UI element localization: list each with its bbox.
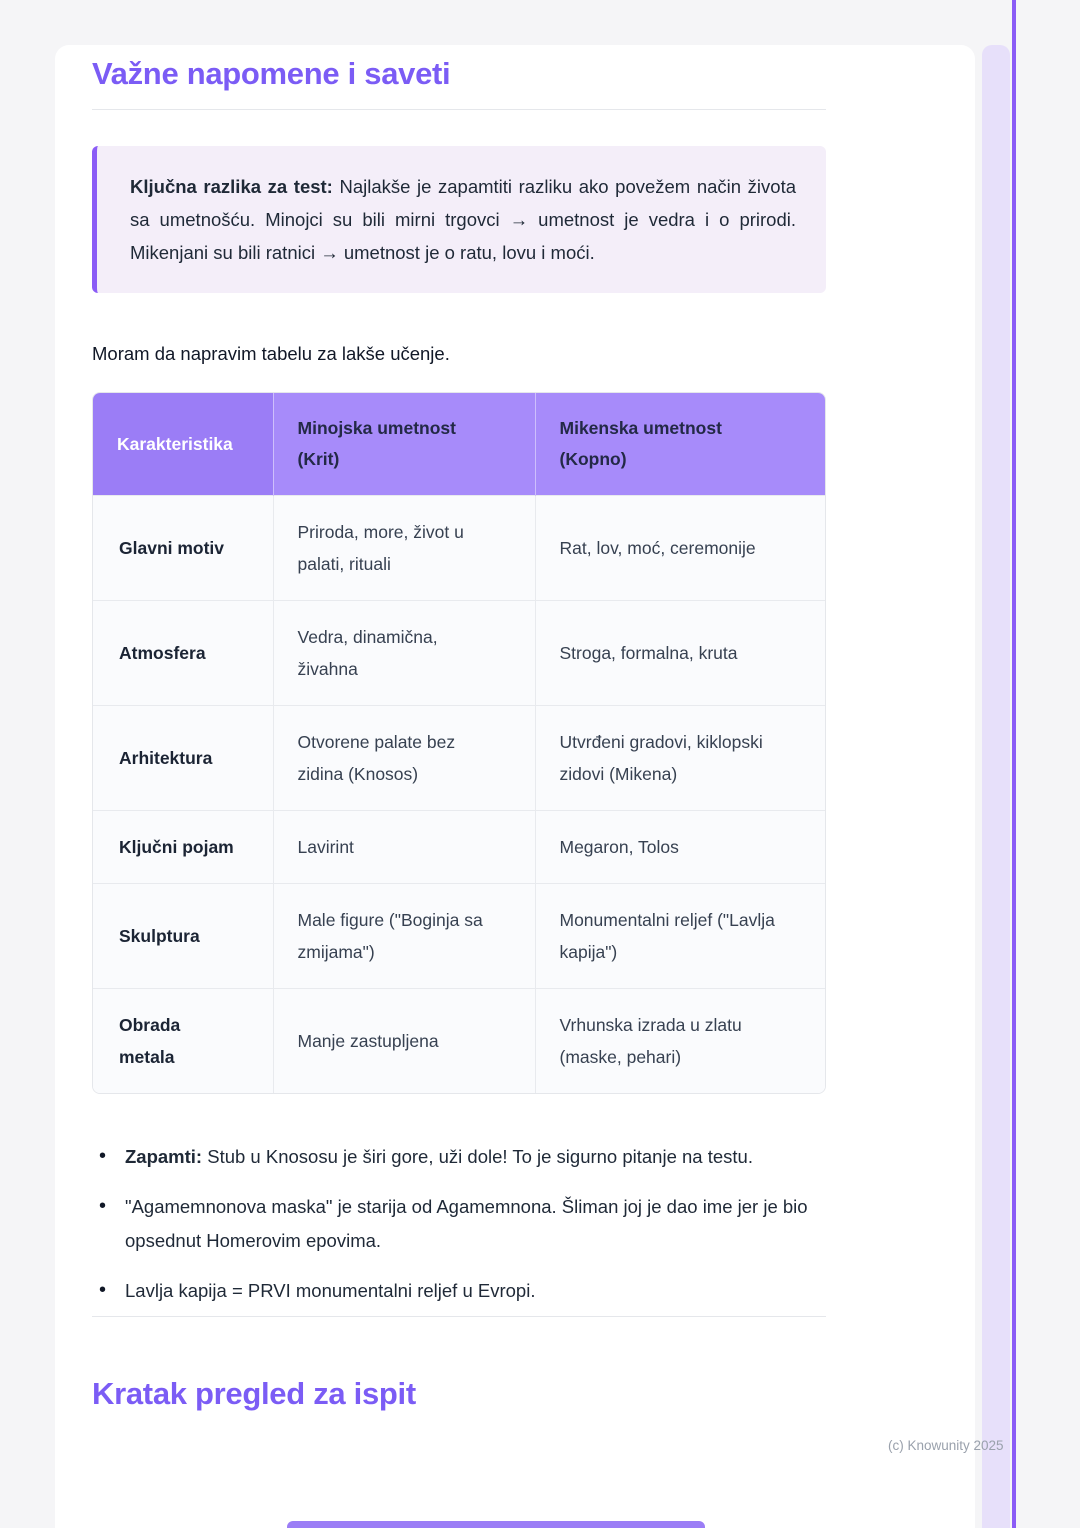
mikenska-cell: Stroga, formalna, kruta	[535, 601, 826, 706]
table-row	[93, 496, 826, 601]
table-row	[93, 989, 826, 1094]
table-row	[93, 884, 826, 989]
table-row	[93, 706, 826, 811]
section-divider	[92, 1316, 826, 1317]
row-label-cell: Ključni pojam	[93, 811, 273, 884]
bullet-dot-icon: •	[99, 1145, 107, 1167]
minojska-cell: Manje zastupljena	[273, 989, 535, 1094]
bullet-item	[92, 1190, 826, 1258]
title-divider	[92, 109, 826, 110]
bullet-lead: Zapamti:	[125, 1146, 203, 1167]
copyright-watermark: (c) Knowunity 2025	[888, 1438, 1004, 1453]
row-label-cell: Arhitektura	[93, 706, 273, 811]
table-header-mikenska: Mikenska umetnost (Kopno)	[535, 393, 826, 496]
row-label-cell: Glavni motiv	[93, 496, 273, 601]
minojska-cell: Male figure ("Boginja sa zmijama")	[273, 884, 535, 989]
table-row	[93, 811, 826, 884]
table-header-row	[93, 393, 826, 496]
table-header-karakteristika: Karakteristika	[93, 393, 273, 496]
section-title-notes: Važne napomene i saveti	[92, 56, 451, 91]
mikenska-cell: Utvrđeni gradovi, kiklopski zidovi (Mikena)	[535, 706, 826, 811]
mikenska-cell: Vrhunska izrada u zlatu (maske, pehari)	[535, 989, 826, 1094]
notes-bullet-list	[92, 1140, 826, 1308]
bullet-dot-icon: •	[99, 1279, 107, 1301]
minojska-cell: Vedra, dinamična, živahna	[273, 601, 535, 706]
table-row	[93, 601, 826, 706]
minojska-cell: Lavirint	[273, 811, 535, 884]
comparison-table	[93, 393, 826, 1093]
next-section-peek	[287, 1521, 705, 1528]
intro-paragraph: Moram da napravim tabelu za lakše učenje.	[92, 343, 450, 364]
bullet-item	[92, 1274, 826, 1308]
bullet-body: Stub u Knososu je širi gore, uži dole! To je sigurno pitanje na testu.	[202, 1146, 753, 1167]
bullet-dot-icon: •	[99, 1195, 107, 1217]
section-title-exam: Kratak pregled za ispit	[92, 1376, 416, 1411]
key-difference-callout	[92, 146, 826, 293]
table-header-minojska: Minojska umetnost (Krit)	[273, 393, 535, 496]
bullet-body: Lavlja kapija = PRVI monumentalni reljef u Evropi.	[125, 1280, 536, 1301]
callout-text	[130, 170, 796, 269]
row-label-cell: Obrada metala	[93, 989, 273, 1094]
minojska-cell: Otvorene palate bez zidina (Knosos)	[273, 706, 535, 811]
mikenska-cell: Megaron, Tolos	[535, 811, 826, 884]
mikenska-cell: Monumentalni reljef ("Lavlja kapija")	[535, 884, 826, 989]
page-edge-line	[1012, 0, 1016, 1528]
row-label-cell: Skulptura	[93, 884, 273, 989]
page-content	[92, 45, 826, 1413]
comparison-table-wrapper	[92, 392, 826, 1094]
callout-body: Najlakše je zapamtiti razliku ako povežem način života sa umetnošću. Minojci su bili mirni trgovci → umetnost je vedra i o prirodi. Mikenjani su bili ratnici → umetnost je o ratu, lovu i moći.	[130, 176, 796, 263]
callout-lead: Ključna razlika za test:	[130, 176, 333, 197]
bullet-item	[92, 1140, 826, 1174]
notes-page-card	[55, 45, 975, 1528]
bullet-body: "Agamemnonova maska" je starija od Agamemnona. Šliman joj je dao ime jer je bio opsednut Homerovim epovima.	[125, 1196, 808, 1251]
scrollbar[interactable]	[982, 45, 1010, 1528]
minojska-cell: Priroda, more, život u palati, rituali	[273, 496, 535, 601]
row-label-cell: Atmosfera	[93, 601, 273, 706]
mikenska-cell: Rat, lov, moć, ceremonije	[535, 496, 826, 601]
